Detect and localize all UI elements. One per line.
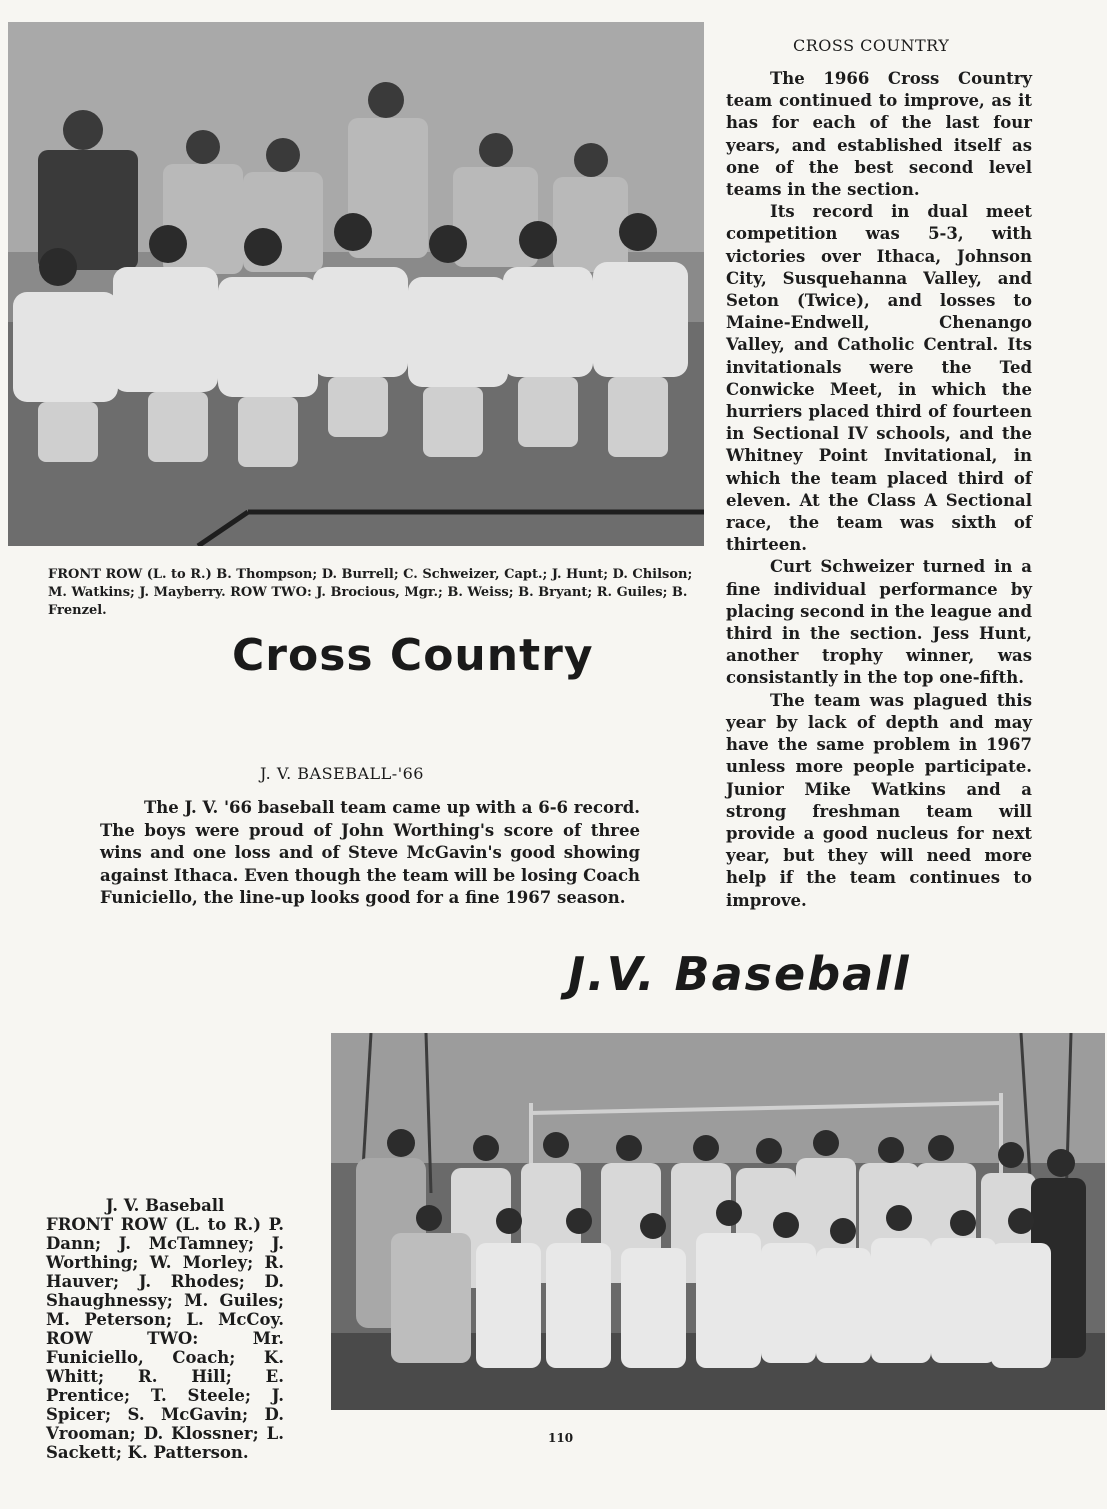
jv-baseball-heading: J.V. Baseball [568, 947, 911, 1001]
cross-country-article-title: CROSS COUNTRY [793, 36, 950, 55]
jv-baseball-article-title: J. V. BASEBALL-'66 [260, 764, 424, 783]
jv-baseball-photo-caption [46, 1196, 284, 1462]
jv-baseball-article-body [100, 797, 640, 910]
jv-baseball-paragraph: The J. V. '66 baseball team came up with a 6-6 record. The boys were proud of John Worthing's score of three wins and one loss and of Steve McGavin's good showing against Ithaca. Even though the team will be losing Coach Funiciello, the line-up looks good for a fine 1967 season. [100, 798, 640, 908]
cross-country-paragraph: The team was plagued this year by lack of depth and may have the same problem in 1967 unless more people participate. Junior Mike Watkins and a strong freshman team will provide a good nucleus for next year, but they will need more help if the team continues to improve. [726, 690, 1032, 910]
cross-country-heading: Cross Country [232, 630, 594, 681]
page-number: 110 [548, 1431, 574, 1445]
jv-baseball-team-photo [331, 1033, 1105, 1410]
cross-country-team-photo [8, 22, 704, 546]
jv-baseball-caption-text: FRONT ROW (L. to R.) P. Dann; J. McTamney; J. Worthing; W. Morley; R. Hauver; J. Rhodes; D. Shaughnessy; M. Guiles; M. Peterson; L. McCoy. ROW TWO: Mr. Funiciello, Coach; K. Whitt; R. Hill; E. Prentice; T. Steele; J. Spicer; S. McGavin; D. Vrooman; D. Klossner; L. Sackett; K. Patterson. [46, 1215, 284, 1462]
cross-country-paragraph: The 1966 Cross Country team continued to improve, as it has for each of the last four years, and established itself as one of the best second level teams in the section. [726, 69, 1032, 200]
cross-country-photo-caption: FRONT ROW (L. to R.) B. Thompson; D. Burrell; C. Schweizer, Capt.; J. Hunt; D. Chilson; M. Watkins; J. Mayberry. ROW TWO: J. Brocious, Mgr.; B. Weiss; B. Bryant; R. Guiles; B. Frenzel. [48, 567, 693, 618]
cross-country-paragraph: Curt Schweizer turned in a fine individual performance by placing second in the league and third in the section. Jess Hunt, another trophy winner, was consistantly in the top one-fifth. [726, 557, 1032, 688]
jv-baseball-caption-title: J. V. Baseball [105, 1196, 225, 1215]
cross-country-paragraph: Its record in dual meet competition was 5-3, with victories over Ithaca, Johnson City, Susquehanna Valley, and Seton (Twice), and losses to Maine-Endwell, Chenango Valley, and Catholic Central. Its invitationals were the Ted Conwicke Meet, in which the hurriers placed third of fourteen in Sectional IV schools, and the Whitney Point Invitational, in which the team placed third of eleven. At the Class A Sectional race, the team was sixth of thirteen. [726, 202, 1032, 555]
cross-country-article-body [726, 68, 1032, 912]
